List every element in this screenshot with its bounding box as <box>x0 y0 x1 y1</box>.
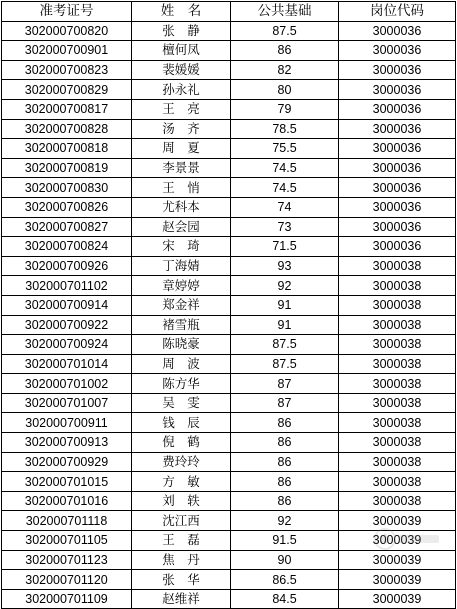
score-cell: 92 <box>231 511 339 531</box>
score-cell: 86 <box>231 491 339 511</box>
position-code-cell: 3000036 <box>339 60 456 80</box>
table-row <box>2 570 456 590</box>
score-cell: 86 <box>231 413 339 433</box>
exam-id-cell: 302000700924 <box>2 335 132 355</box>
score-cell: 79 <box>231 99 339 119</box>
table-row <box>2 41 456 61</box>
exam-id-cell: 302000700911 <box>2 413 132 433</box>
position-code-cell: 3000038 <box>339 295 456 315</box>
table-row <box>2 472 456 492</box>
table-row <box>2 119 456 139</box>
exam-id-cell: 302000700830 <box>2 178 132 198</box>
position-code-cell: 3000036 <box>339 158 456 178</box>
table-row <box>2 511 456 531</box>
score-cell: 71.5 <box>231 237 339 257</box>
name-cell: 赵会园 <box>132 217 231 237</box>
position-code-cell: 3000038 <box>339 256 456 276</box>
position-code-cell: 3000036 <box>339 80 456 100</box>
header-exam-id: 准考证号 <box>2 2 132 22</box>
score-cell: 82 <box>231 60 339 80</box>
table-row <box>2 60 456 80</box>
exam-id-cell: 302000701102 <box>2 276 132 296</box>
table-row <box>2 452 456 472</box>
position-code-cell: 3000036 <box>339 237 456 257</box>
position-code-cell: 3000039 <box>339 570 456 590</box>
score-cell: 87.5 <box>231 354 339 374</box>
position-code-cell: 3000038 <box>339 374 456 394</box>
table-row <box>2 197 456 217</box>
position-code-cell: 3000038 <box>339 413 456 433</box>
score-cell: 80 <box>231 80 339 100</box>
table-row <box>2 158 456 178</box>
table-row <box>2 491 456 511</box>
position-code-cell: 3000036 <box>339 197 456 217</box>
exam-id-cell: 302000701007 <box>2 393 132 413</box>
position-code-cell: 3000039 <box>339 511 456 531</box>
table-body <box>2 21 456 609</box>
position-code-cell: 3000038 <box>339 276 456 296</box>
table-row <box>2 589 456 609</box>
position-code-cell: 3000038 <box>339 433 456 453</box>
score-cell: 91.5 <box>231 531 339 551</box>
position-code-cell: 3000039 <box>339 589 456 609</box>
score-cell: 92 <box>231 276 339 296</box>
table-header <box>2 2 456 22</box>
table-row <box>2 178 456 198</box>
header-row <box>2 2 456 22</box>
name-cell: 沈江西 <box>132 511 231 531</box>
position-code-cell: 3000039 <box>339 550 456 570</box>
name-cell: 褚雪瓶 <box>132 315 231 335</box>
name-cell: 钱 辰 <box>132 413 231 433</box>
exam-id-cell: 302000701109 <box>2 589 132 609</box>
position-code-cell: 3000036 <box>339 21 456 41</box>
name-cell: 刘 轶 <box>132 491 231 511</box>
table-row <box>2 217 456 237</box>
position-code-cell: 3000038 <box>339 393 456 413</box>
name-cell: 章婷婷 <box>132 276 231 296</box>
exam-id-cell: 302000701123 <box>2 550 132 570</box>
score-cell: 86 <box>231 41 339 61</box>
exam-id-cell: 302000700829 <box>2 80 132 100</box>
score-cell: 87 <box>231 393 339 413</box>
table-row <box>2 21 456 41</box>
score-cell: 86 <box>231 472 339 492</box>
table-row <box>2 413 456 433</box>
score-cell: 90 <box>231 550 339 570</box>
position-code-cell: 3000038 <box>339 315 456 335</box>
name-cell: 王 悄 <box>132 178 231 198</box>
score-cell: 74.5 <box>231 158 339 178</box>
position-code-cell: 3000036 <box>339 217 456 237</box>
name-cell: 汤 齐 <box>132 119 231 139</box>
score-cell: 74 <box>231 197 339 217</box>
exam-id-cell: 302000700820 <box>2 21 132 41</box>
position-code-cell: 3000036 <box>339 99 456 119</box>
score-cell: 73 <box>231 217 339 237</box>
score-cell: 75.5 <box>231 139 339 159</box>
table-row <box>2 531 456 551</box>
name-cell: 王 磊 <box>132 531 231 551</box>
name-cell: 李景景 <box>132 158 231 178</box>
name-cell: 裴媛媛 <box>132 60 231 80</box>
name-cell: 宋 琦 <box>132 237 231 257</box>
name-cell: 孙永礼 <box>132 80 231 100</box>
name-cell: 吴 雯 <box>132 393 231 413</box>
table-row <box>2 237 456 257</box>
exam-id-cell: 302000701016 <box>2 491 132 511</box>
table-row <box>2 335 456 355</box>
name-cell: 费玲玲 <box>132 452 231 472</box>
name-cell: 张 华 <box>132 570 231 590</box>
table-row <box>2 256 456 276</box>
table-row <box>2 139 456 159</box>
position-code-cell: 3000036 <box>339 119 456 139</box>
exam-id-cell: 302000701105 <box>2 531 132 551</box>
name-cell: 倪 鹤 <box>132 433 231 453</box>
position-code-cell: 3000039 <box>339 531 456 551</box>
name-cell: 王 亮 <box>132 99 231 119</box>
score-cell: 84.5 <box>231 589 339 609</box>
exam-id-cell: 302000700901 <box>2 41 132 61</box>
table-row <box>2 354 456 374</box>
score-cell: 78.5 <box>231 119 339 139</box>
exam-id-cell: 302000700826 <box>2 197 132 217</box>
table-row <box>2 433 456 453</box>
exam-id-cell: 302000700824 <box>2 237 132 257</box>
table-row <box>2 80 456 100</box>
name-cell: 张 静 <box>132 21 231 41</box>
position-code-cell: 3000038 <box>339 491 456 511</box>
name-cell: 方 敏 <box>132 472 231 492</box>
position-code-cell: 3000036 <box>339 41 456 61</box>
position-code-cell: 3000036 <box>339 178 456 198</box>
name-cell: 陈方华 <box>132 374 231 394</box>
table-row <box>2 393 456 413</box>
table-row <box>2 374 456 394</box>
exam-id-cell: 302000701014 <box>2 354 132 374</box>
name-cell: 丁海婧 <box>132 256 231 276</box>
score-cell: 86.5 <box>231 570 339 590</box>
name-cell: 尤科本 <box>132 197 231 217</box>
exam-id-cell: 302000700914 <box>2 295 132 315</box>
name-cell: 檀何凤 <box>132 41 231 61</box>
exam-id-cell: 302000701120 <box>2 570 132 590</box>
exam-id-cell: 302000700828 <box>2 119 132 139</box>
score-cell: 91 <box>231 295 339 315</box>
position-code-cell: 3000038 <box>339 452 456 472</box>
score-cell: 87.5 <box>231 335 339 355</box>
header-public-basics-score: 公共基础 <box>231 2 339 22</box>
position-code-cell: 3000038 <box>339 472 456 492</box>
score-cell: 86 <box>231 433 339 453</box>
position-code-cell: 3000036 <box>339 139 456 159</box>
name-cell: 周 波 <box>132 354 231 374</box>
table-row <box>2 550 456 570</box>
table-row <box>2 295 456 315</box>
score-cell: 87 <box>231 374 339 394</box>
name-cell: 陈晓豪 <box>132 335 231 355</box>
score-cell: 74.5 <box>231 178 339 198</box>
score-cell: 93 <box>231 256 339 276</box>
exam-id-cell: 302000700929 <box>2 452 132 472</box>
score-table <box>1 1 456 609</box>
header-name: 姓 名 <box>132 2 231 22</box>
exam-id-cell: 302000700827 <box>2 217 132 237</box>
header-position-code: 岗位代码 <box>339 2 456 22</box>
exam-id-cell: 302000700913 <box>2 433 132 453</box>
score-cell: 91 <box>231 315 339 335</box>
table-row <box>2 99 456 119</box>
table-row <box>2 315 456 335</box>
exam-id-cell: 302000700922 <box>2 315 132 335</box>
score-cell: 86 <box>231 452 339 472</box>
name-cell: 周 夏 <box>132 139 231 159</box>
exam-id-cell: 302000700818 <box>2 139 132 159</box>
score-cell: 87.5 <box>231 21 339 41</box>
exam-id-cell: 302000701002 <box>2 374 132 394</box>
table-row <box>2 276 456 296</box>
exam-id-cell: 302000701015 <box>2 472 132 492</box>
exam-id-cell: 302000700817 <box>2 99 132 119</box>
name-cell: 郑金祥 <box>132 295 231 315</box>
exam-id-cell: 302000700819 <box>2 158 132 178</box>
name-cell: 焦 丹 <box>132 550 231 570</box>
exam-id-cell: 302000701118 <box>2 511 132 531</box>
name-cell: 赵维祥 <box>132 589 231 609</box>
exam-id-cell: 302000700926 <box>2 256 132 276</box>
exam-id-cell: 302000700823 <box>2 60 132 80</box>
position-code-cell: 3000038 <box>339 354 456 374</box>
position-code-cell: 3000038 <box>339 335 456 355</box>
